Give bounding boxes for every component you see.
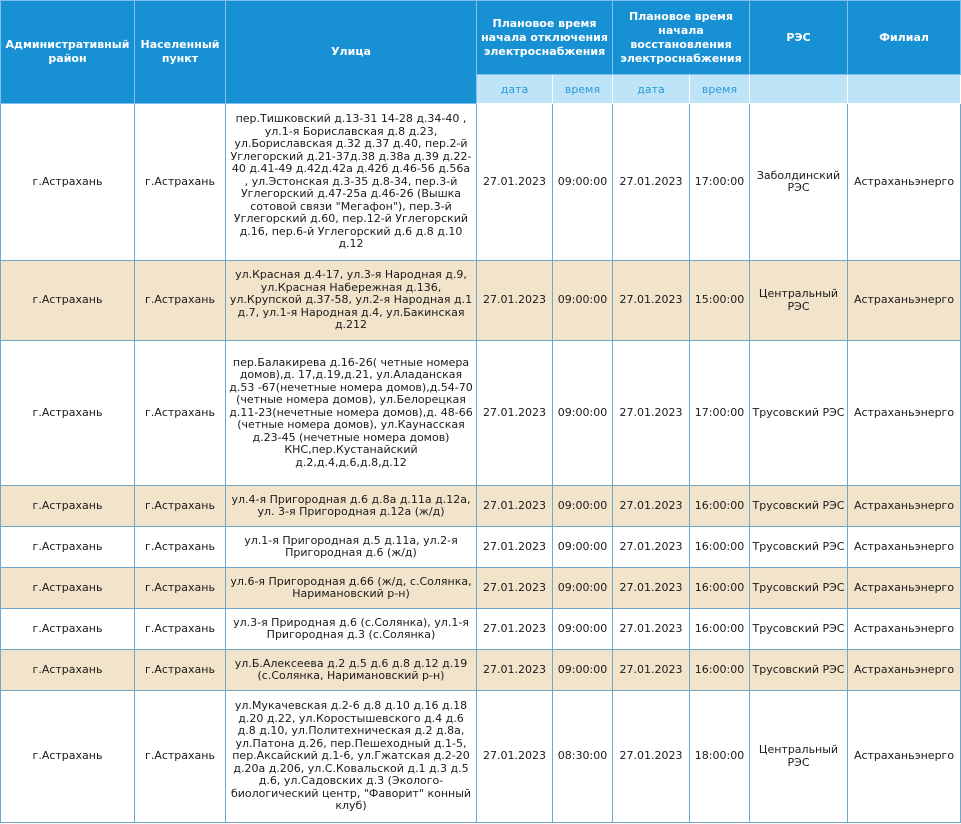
cell-off-time: 08:30:00 xyxy=(553,691,613,823)
cell-street: ул.3-я Природная д.6 (с.Солянка), ул.1-я Пригородная д.3 (с.Солянка) xyxy=(226,609,477,650)
cell-on-time: 18:00:00 xyxy=(690,691,750,823)
cell-street: пер.Тишковский д.13-31 14-28 д.34-40 , ул.1-я Бориславская д.8 д.23, ул.Бориславская д.32 д.37 д.40, пер.2-й Углегорский д.21-37д.38 д.38а д.39 д.22-40 д.41-49 д.42д.42а д.42б д.46-56 д.56а , ул.Эстонская д.3-35 д.8-34, пер.3-й Углегорский д.47-25а д.46-26 (Вышка сотовой связи "Мегафон"), пер.3-й Углегорский д.60, пер.12-й Углегорский д.16, пер.6-й Углегорский д.6 д.8 д.10 д.12 xyxy=(226,104,477,261)
cell-branch: Астраханьэнерго xyxy=(848,341,961,486)
cell-off-time: 09:00:00 xyxy=(553,341,613,486)
cell-on-date: 27.01.2023 xyxy=(613,104,690,261)
subheader-off-date: дата xyxy=(477,75,553,104)
table-row xyxy=(1,691,961,823)
cell-district: г.Астрахань xyxy=(1,527,135,568)
cell-off-time: 09:00:00 xyxy=(553,650,613,691)
cell-on-time: 17:00:00 xyxy=(690,104,750,261)
table-row xyxy=(1,261,961,341)
cell-on-time: 15:00:00 xyxy=(690,261,750,341)
cell-branch: Астраханьэнерго xyxy=(848,609,961,650)
cell-on-date: 27.01.2023 xyxy=(613,568,690,609)
cell-on-date: 27.01.2023 xyxy=(613,527,690,568)
cell-district: г.Астрахань xyxy=(1,650,135,691)
cell-street: ул.4-я Пригородная д.6 д.8а д.11а д.12а, ул. 3-я Пригородная д.12а (ж/д) xyxy=(226,486,477,527)
table-header-row xyxy=(1,1,961,75)
cell-locality: г.Астрахань xyxy=(135,691,226,823)
cell-locality: г.Астрахань xyxy=(135,341,226,486)
table-row xyxy=(1,104,961,261)
table-row xyxy=(1,486,961,527)
subheader-branch-blank xyxy=(848,75,961,104)
header-res: РЭС xyxy=(750,1,848,75)
cell-street: ул.Мукачевская д.2-6 д.8 д.10 д.16 д.18 д.20 д.22, ул.Коростышевского д.4 д.6 д.8 д.10, ул.Политехническая д.2 д.8а, ул.Патона д.26, пер.Пешеходный д.1-5, пер.Аксайский д.1-6, ул.Гжатская д.2-20 д.20а д.206, ул.С.Ковальской д.1 д.3 д.5 д.6, ул.Садовских д.3 (Эколого-биологический центр, "Фаворит" конный клуб) xyxy=(226,691,477,823)
cell-off-date: 27.01.2023 xyxy=(477,568,553,609)
cell-on-time: 16:00:00 xyxy=(690,568,750,609)
cell-off-time: 09:00:00 xyxy=(553,104,613,261)
header-district: Административный район xyxy=(1,1,135,104)
cell-on-date: 27.01.2023 xyxy=(613,609,690,650)
cell-res: Трусовский РЭС xyxy=(750,486,848,527)
cell-locality: г.Астрахань xyxy=(135,568,226,609)
cell-on-time: 17:00:00 xyxy=(690,341,750,486)
cell-district: г.Астрахань xyxy=(1,104,135,261)
cell-locality: г.Астрахань xyxy=(135,650,226,691)
cell-off-date: 27.01.2023 xyxy=(477,609,553,650)
cell-street: ул.Б.Алексеева д.2 д.5 д.6 д.8 д.12 д.19 (с.Солянка, Наримановский р-н) xyxy=(226,650,477,691)
cell-on-time: 16:00:00 xyxy=(690,609,750,650)
cell-off-date: 27.01.2023 xyxy=(477,650,553,691)
cell-branch: Астраханьэнерго xyxy=(848,691,961,823)
cell-off-date: 27.01.2023 xyxy=(477,691,553,823)
cell-locality: г.Астрахань xyxy=(135,609,226,650)
cell-district: г.Астрахань xyxy=(1,341,135,486)
header-on-time: Плановое время начала восстановления электроснабжения xyxy=(613,1,750,75)
cell-res: Трусовский РЭС xyxy=(750,568,848,609)
cell-street: ул.1-я Пригородная д.5 д.11а, ул.2-я Пригородная д.6 (ж/д) xyxy=(226,527,477,568)
cell-branch: Астраханьэнерго xyxy=(848,527,961,568)
cell-off-date: 27.01.2023 xyxy=(477,104,553,261)
cell-district: г.Астрахань xyxy=(1,609,135,650)
table-row xyxy=(1,568,961,609)
cell-on-date: 27.01.2023 xyxy=(613,261,690,341)
cell-branch: Астраханьэнерго xyxy=(848,486,961,527)
cell-locality: г.Астрахань xyxy=(135,486,226,527)
cell-res: Заболдинский РЭС xyxy=(750,104,848,261)
table-row xyxy=(1,609,961,650)
subheader-on-date: дата xyxy=(613,75,690,104)
header-off-time: Плановое время начала отключения электроснабжения xyxy=(477,1,613,75)
cell-street: ул.Красная д.4-17, ул.3-я Народная д.9, ул.Красная Набережная д.136, ул.Крупской д.37-58, ул.2-я Народная д.1 д.7, ул.1-я Народная д.4, ул.Бакинская д.212 xyxy=(226,261,477,341)
header-branch: Филиал xyxy=(848,1,961,75)
cell-res: Центральный РЭС xyxy=(750,691,848,823)
cell-off-time: 09:00:00 xyxy=(553,261,613,341)
cell-on-date: 27.01.2023 xyxy=(613,486,690,527)
cell-res: Трусовский РЭС xyxy=(750,609,848,650)
cell-off-date: 27.01.2023 xyxy=(477,341,553,486)
table-row xyxy=(1,341,961,486)
table-row xyxy=(1,527,961,568)
cell-off-date: 27.01.2023 xyxy=(477,527,553,568)
cell-off-time: 09:00:00 xyxy=(553,527,613,568)
cell-on-date: 27.01.2023 xyxy=(613,650,690,691)
header-street: Улица xyxy=(226,1,477,104)
cell-on-time: 16:00:00 xyxy=(690,486,750,527)
subheader-off-time: время xyxy=(553,75,613,104)
table-row xyxy=(1,650,961,691)
cell-branch: Астраханьэнерго xyxy=(848,261,961,341)
cell-res: Центральный РЭС xyxy=(750,261,848,341)
cell-res: Трусовский РЭС xyxy=(750,527,848,568)
subheader-res-blank xyxy=(750,75,848,104)
cell-res: Трусовский РЭС xyxy=(750,650,848,691)
header-locality: Населенный пункт xyxy=(135,1,226,104)
cell-on-time: 16:00:00 xyxy=(690,527,750,568)
cell-on-date: 27.01.2023 xyxy=(613,341,690,486)
cell-res: Трусовский РЭС xyxy=(750,341,848,486)
cell-locality: г.Астрахань xyxy=(135,261,226,341)
cell-off-time: 09:00:00 xyxy=(553,609,613,650)
cell-locality: г.Астрахань xyxy=(135,104,226,261)
cell-street: ул.6-я Пригородная д.66 (ж/д, с.Солянка, Наримановский р-н) xyxy=(226,568,477,609)
cell-branch: Астраханьэнерго xyxy=(848,568,961,609)
cell-branch: Астраханьэнерго xyxy=(848,104,961,261)
cell-district: г.Астрахань xyxy=(1,486,135,527)
cell-on-date: 27.01.2023 xyxy=(613,691,690,823)
cell-branch: Астраханьэнерго xyxy=(848,650,961,691)
cell-district: г.Астрахань xyxy=(1,691,135,823)
subheader-on-time: время xyxy=(690,75,750,104)
cell-off-time: 09:00:00 xyxy=(553,486,613,527)
cell-on-time: 16:00:00 xyxy=(690,650,750,691)
cell-off-time: 09:00:00 xyxy=(553,568,613,609)
cell-off-date: 27.01.2023 xyxy=(477,486,553,527)
cell-off-date: 27.01.2023 xyxy=(477,261,553,341)
cell-district: г.Астрахань xyxy=(1,568,135,609)
cell-locality: г.Астрахань xyxy=(135,527,226,568)
cell-street: пер.Балакирева д.16-26( четные номера домов),д. 17,д.19,д.21, ул.Аладанская д.53 -67(нечетные номера домов),д.54-70 (четные номера домов), ул.Белорецкая д.11-23(нечетные номера домов),д. 48-66 (четные номера домов), ул.Каунасская д.23-45 (нечетные номера домов) КНС,пер.Кустанайский д.2,д.4,д.6,д.8,д.12 xyxy=(226,341,477,486)
cell-district: г.Астрахань xyxy=(1,261,135,341)
